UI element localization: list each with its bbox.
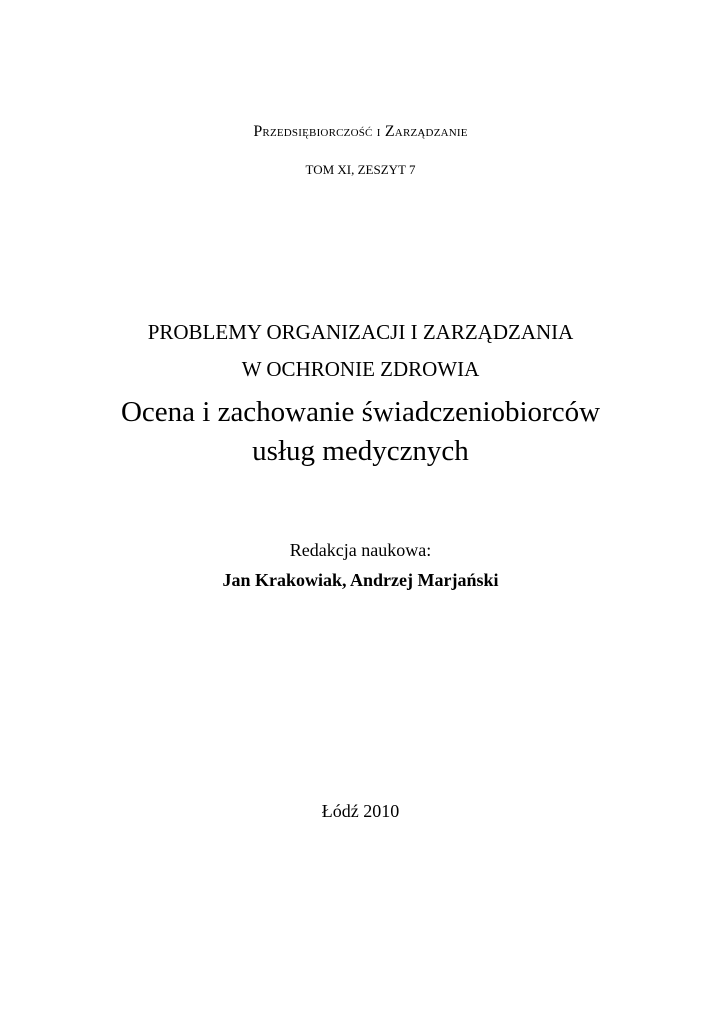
book-subtitle-line-1: Ocena i zachowanie świadczeniobiorców [120, 396, 601, 428]
editor-names: Jan Krakowiak, Andrzej Marjański [222, 570, 499, 590]
book-title-line-1: PROBLEMY ORGANIZACJI I ZARZĄDZANIA [147, 320, 574, 344]
editor-label: Redakcja naukowa: [289, 540, 432, 560]
book-title-line-2: W OCHRONIE ZDROWIA [241, 357, 480, 381]
book-subtitle-line-2: usług medycznych [252, 435, 469, 467]
place-year: Łódź 2010 [321, 801, 400, 821]
series-title: Przedsiębiorczość i Zarządzanie [253, 123, 468, 140]
series-volume: TOM XI, ZESZYT 7 [305, 162, 416, 177]
